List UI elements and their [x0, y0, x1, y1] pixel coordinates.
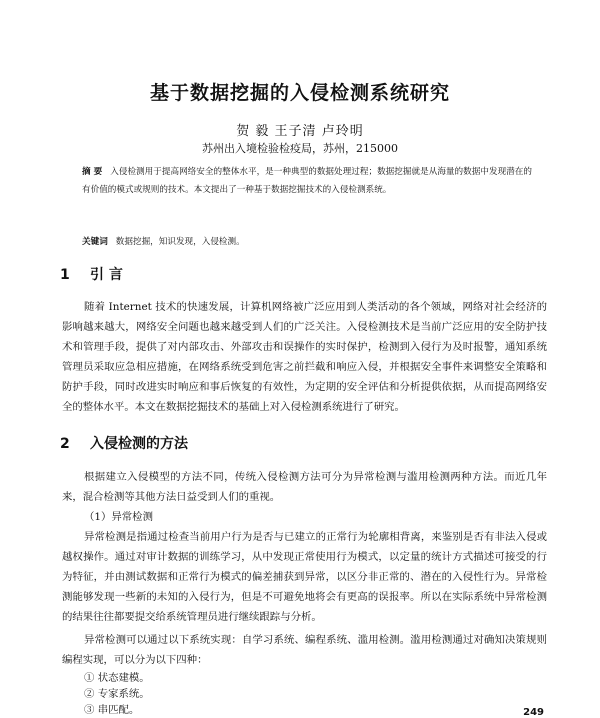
list-item: ① 状态建模。 [84, 672, 150, 684]
section-2-number: 2 [60, 436, 70, 452]
section-1-heading [60, 264, 123, 284]
section-2-title: 入侵检测的方法 [90, 436, 188, 452]
keywords-label: 关键词 [82, 237, 108, 247]
keywords [82, 233, 532, 251]
method-list [84, 670, 150, 718]
list-item: ③ 串匹配。 [84, 704, 140, 716]
section-1-paragraph: 随着 Internet 技术的快速发展，计算机网络被广泛应用到人类活动的各个领域，网络对社会经济的影响越来越大，网络安全问题也越来越受到人们的广泛关注。入侵检测技术是当前广泛应用的安全防护技术和管理手段，提供了对内部攻击、外部攻击和误操作的实时保护，检测到入侵行为及时报警，通知系统管理员采取应急相应措施，在网络系统受到危害之前拦截和响应入侵，并根据安全事件来调整安全策略和防护手段，同时改进实时响应和事后恢复的有效性，为定期的安全评估和分析提供依据，从而提高网络安全的整体水平。本文在数据挖掘技术的基础上对入侵检测系统进行了研究。 [62, 301, 547, 413]
subheading-anomaly-detection: （1）异常检测 [84, 511, 153, 523]
section-2-paragraph-3: 异常检测可以通过以下系统实现：自学习系统、编程系统、滥用检测。滥用检测通过对确知决策规则编程实现，可以分为以下四种： [62, 634, 547, 666]
abstract-text: 入侵检测用于提高网络安全的整体水平，是一种典型的数据处理过程；数据挖掘就是从海量的数据中发现潜在的有价值的模式或规则的技术。本文提出了一种基于数据挖掘技术的入侵检测系统。 [82, 167, 532, 195]
list-item: ② 专家系统。 [84, 688, 150, 700]
paper-title: 基于数据挖掘的入侵检测系统研究 [149, 82, 450, 104]
author-list: 贺 毅 王子清 卢玲明 [236, 124, 364, 139]
abstract-label: 摘 要 [82, 167, 103, 177]
page-number: 249 [523, 707, 544, 718]
abstract [82, 163, 532, 199]
section-2-heading [60, 433, 188, 453]
keywords-text: 数据挖掘，知识发现，入侵检测。 [115, 237, 245, 247]
section-2-paragraph-1: 根据建立入侵模型的方法不同，传统入侵检测方法可分为异常检测与滥用检测两种方法。而近几年来，混合检测等其他方法日益受到人们的重视。 [62, 471, 547, 503]
section-1-number: 1 [60, 267, 70, 283]
section-2-paragraph-2: 异常检测是指通过检查当前用户行为是否与已建立的正常行为轮廓相背离，来鉴别是否有非法入侵或越权操作。通过对审计数据的训练学习，从中发现正常使用行为模式，以定量的统计方式描述可接受的行为特征，并由测试数据和正常行为模式的偏差捕获到异常，以区分非正常的、潜在的入侵性行为。异常检测能够发现一些新的未知的入侵行为，但是不可避免地将会有更高的误报率。所以在实际系统中异常检测的结果往往都要提交给系统管理员进行继续跟踪与分析。 [62, 531, 547, 623]
section-1-title: 引 言 [90, 267, 123, 283]
affiliation: 苏州出入境检验检疫局，苏州，215000 [202, 142, 398, 155]
